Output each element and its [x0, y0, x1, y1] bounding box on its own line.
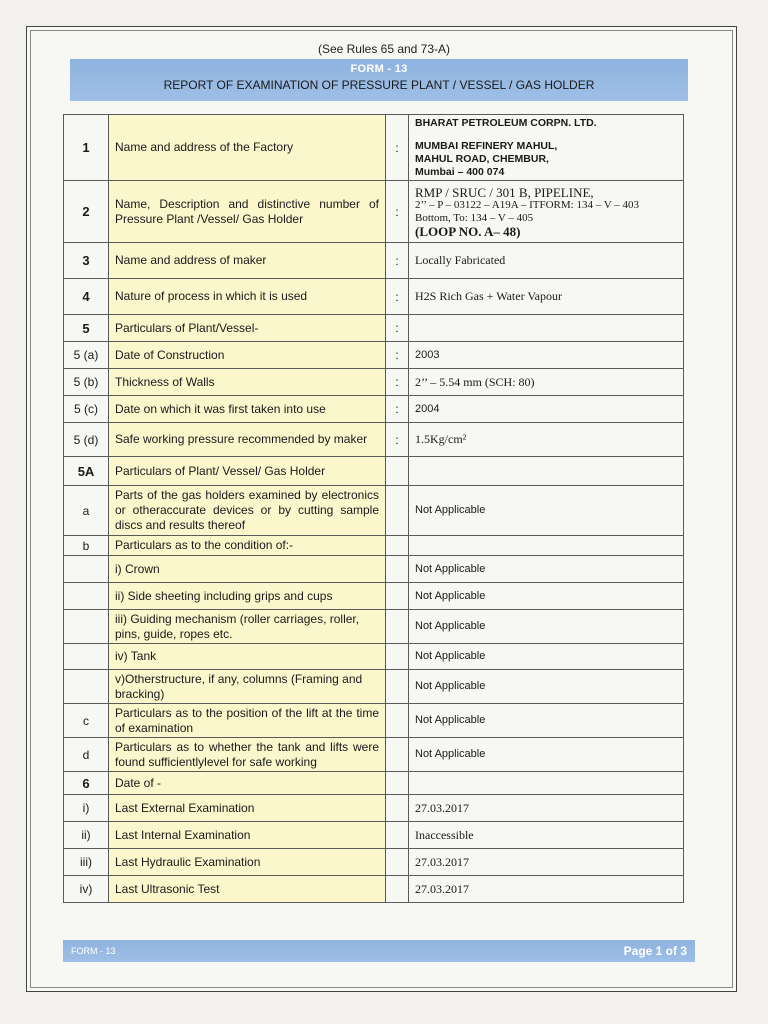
row-label: i) Crown: [109, 556, 386, 583]
row-value: 2004: [409, 396, 684, 423]
row-number: ii): [64, 822, 109, 849]
row-label: Date on which it was first taken into use: [109, 396, 386, 423]
row-number: 6: [64, 772, 109, 795]
row-value: [409, 457, 684, 486]
row-label: v)Otherstructure, if any, columns (Framing and bracking): [109, 670, 386, 704]
factory-address-line3: Mumbai – 400 074: [415, 165, 505, 178]
row-number: 4: [64, 279, 109, 315]
table-row: [64, 423, 684, 457]
row-colon: [386, 457, 409, 486]
factory-name-address: [409, 115, 684, 181]
row-value: Not Applicable: [409, 556, 684, 583]
table-row: [64, 315, 684, 342]
vessel-loop-no: (LOOP NO. A– 48): [415, 223, 521, 239]
row-value: Locally Fabricated: [409, 243, 684, 279]
row-number: 1: [64, 115, 109, 181]
form-header-band: [70, 59, 688, 101]
row-colon: :: [386, 315, 409, 342]
row-colon: [386, 610, 409, 644]
report-table: [63, 114, 684, 903]
table-row: [64, 279, 684, 315]
vessel-line-spec: 2’’ – P – 03122 – A19A – ITFORM: 134 – V – 403 Bottom, To: 134 – V – 405: [415, 198, 639, 224]
row-number: 5 (d): [64, 423, 109, 457]
row-colon: [386, 583, 409, 610]
row-colon: [386, 849, 409, 876]
row-value: [409, 772, 684, 795]
row-colon: [386, 876, 409, 903]
table-row: [64, 536, 684, 556]
row-number: 3: [64, 243, 109, 279]
table-row: [64, 795, 684, 822]
row-value: Not Applicable: [409, 610, 684, 644]
row-label: Parts of the gas holders examined by electronics or otheraccurate devices or by cutting sample discs and results thereof: [109, 486, 386, 536]
form-title: REPORT OF EXAMINATION OF PRESSURE PLANT / VESSEL / GAS HOLDER: [163, 78, 595, 92]
table-row: [64, 644, 684, 670]
vessel-id: RMP / SRUC / 301 B, PIPELINE,: [415, 184, 594, 200]
table-row: [64, 876, 684, 903]
row-number: 5 (c): [64, 396, 109, 423]
row-colon: [386, 738, 409, 772]
row-number: [64, 670, 109, 704]
row-number: 2: [64, 181, 109, 243]
row-value: Not Applicable: [409, 644, 684, 670]
row-label: iii) Guiding mechanism (roller carriages, roller, pins, guide, ropes etc.: [109, 610, 386, 644]
row-label: Name, Description and distinctive number of Pressure Plant /Vessel/ Gas Holder: [109, 181, 386, 243]
row-number: b: [64, 536, 109, 556]
table-row: [64, 457, 684, 486]
row-colon: :: [386, 423, 409, 457]
row-label: Last External Examination: [109, 795, 386, 822]
row-value: 27.03.2017: [409, 876, 684, 903]
row-value: 2’’ – 5.54 mm (SCH: 80): [409, 369, 684, 396]
row-value: Not Applicable: [409, 738, 684, 772]
row-value: 27.03.2017: [409, 795, 684, 822]
factory-name: BHARAT PETROLEUM CORPN. LTD.: [415, 116, 597, 129]
row-label: Name and address of the Factory: [109, 115, 386, 181]
form-number: FORM - 13: [350, 63, 408, 75]
see-rules-note: (See Rules 65 and 73-A): [317, 42, 451, 56]
row-label: Name and address of maker: [109, 243, 386, 279]
row-number: iii): [64, 849, 109, 876]
vessel-description: [409, 181, 684, 243]
row-value: Not Applicable: [409, 486, 684, 536]
row-value: [409, 536, 684, 556]
row-colon: [386, 772, 409, 795]
row-colon: :: [386, 181, 409, 243]
table-row: [64, 610, 684, 644]
table-row: [64, 369, 684, 396]
row-colon: [386, 556, 409, 583]
row-number: iv): [64, 876, 109, 903]
row-colon: [386, 536, 409, 556]
row-number: 5 (a): [64, 342, 109, 369]
row-colon: :: [386, 396, 409, 423]
row-colon: :: [386, 342, 409, 369]
row-label: Particulars as to the position of the lift at the time of examination: [109, 704, 386, 738]
row-number: c: [64, 704, 109, 738]
row-label: iv) Tank: [109, 644, 386, 670]
table-row: [64, 243, 684, 279]
table-row: [64, 583, 684, 610]
page-number: Page 1 of 3: [623, 944, 687, 958]
row-colon: [386, 704, 409, 738]
table-row: [64, 704, 684, 738]
row-value: Not Applicable: [409, 670, 684, 704]
table-row: [64, 822, 684, 849]
row-label: Last Ultrasonic Test: [109, 876, 386, 903]
table-row: [64, 115, 684, 181]
table-row: [64, 342, 684, 369]
row-number: [64, 644, 109, 670]
row-number: 5A: [64, 457, 109, 486]
row-number: 5: [64, 315, 109, 342]
factory-address-line1: MUMBAI REFINERY MAHUL,: [415, 139, 558, 152]
row-label: Particulars as to the condition of:-: [109, 536, 386, 556]
table-row: [64, 181, 684, 243]
footer-band: [63, 940, 695, 962]
row-colon: :: [386, 279, 409, 315]
row-colon: [386, 670, 409, 704]
row-colon: :: [386, 243, 409, 279]
row-value: 2003: [409, 342, 684, 369]
row-label: Date of Construction: [109, 342, 386, 369]
row-number: [64, 610, 109, 644]
footer-form-number: FORM - 13: [71, 946, 116, 956]
table-row: [64, 396, 684, 423]
row-value: Not Applicable: [409, 583, 684, 610]
row-number: [64, 583, 109, 610]
row-label: Safe working pressure recommended by maker: [109, 423, 386, 457]
row-colon: :: [386, 115, 409, 181]
row-label: Particulars as to whether the tank and lifts were found sufficientlylevel for safe working: [109, 738, 386, 772]
row-value: 1.5Kg/cm²: [409, 423, 684, 457]
table-row: [64, 738, 684, 772]
row-label: ii) Side sheeting including grips and cups: [109, 583, 386, 610]
row-label: Date of -: [109, 772, 386, 795]
row-value: Not Applicable: [409, 704, 684, 738]
row-number: [64, 556, 109, 583]
row-label: Last Hydraulic Examination: [109, 849, 386, 876]
row-colon: [386, 486, 409, 536]
factory-address-line2: MAHUL ROAD, CHEMBUR,: [415, 152, 549, 165]
row-number: d: [64, 738, 109, 772]
row-label: Particulars of Plant/Vessel-: [109, 315, 386, 342]
row-colon: [386, 644, 409, 670]
row-value: H2S Rich Gas + Water Vapour: [409, 279, 684, 315]
table-row: [64, 556, 684, 583]
row-colon: [386, 795, 409, 822]
table-row: [64, 849, 684, 876]
row-colon: [386, 822, 409, 849]
row-value: Inaccessible: [409, 822, 684, 849]
row-value: [409, 315, 684, 342]
row-number: 5 (b): [64, 369, 109, 396]
table-row: [64, 772, 684, 795]
row-value: 27.03.2017: [409, 849, 684, 876]
row-colon: :: [386, 369, 409, 396]
row-label: Nature of process in which it is used: [109, 279, 386, 315]
row-label: Thickness of Walls: [109, 369, 386, 396]
table-row: [64, 670, 684, 704]
row-label: Last Internal Examination: [109, 822, 386, 849]
table-row: [64, 486, 684, 536]
row-number: i): [64, 795, 109, 822]
row-number: a: [64, 486, 109, 536]
row-label: Particulars of Plant/ Vessel/ Gas Holder: [109, 457, 386, 486]
